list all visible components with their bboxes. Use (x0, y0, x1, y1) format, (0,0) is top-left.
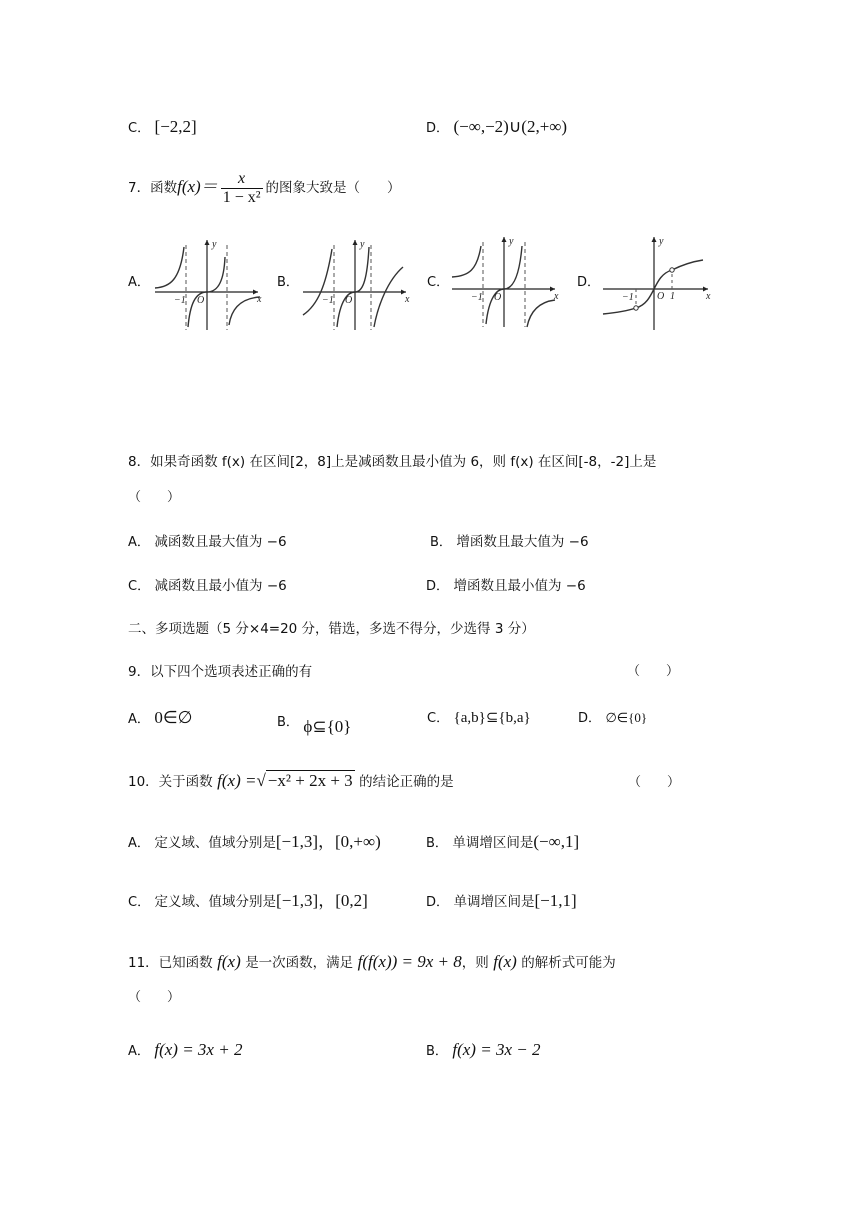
option-label: B． (430, 535, 452, 550)
q9-option-b (277, 711, 352, 736)
option-label: D． (426, 579, 450, 594)
q8-stem: 8．如果奇函数 f(x) 在区间[2，8]上是减函数且最小值为 6，则 f(x) 在区间[-8，-2]上是 (128, 454, 657, 470)
prev-option-d (426, 117, 567, 139)
q11-text-d: 的解析式可能为 (521, 955, 616, 971)
q10-stem-suffix: 的结论正确的是 (359, 774, 454, 790)
graph-a (150, 235, 270, 335)
q7-stem-prefix: 函数 (150, 180, 178, 196)
option-math: [−1,3]，[0,2] (276, 891, 368, 910)
tick-neg1: −1 (622, 292, 634, 303)
option-math: ∅∈{0} (605, 710, 648, 725)
option-label: C． (128, 121, 151, 136)
axis-y-label: y (360, 239, 365, 250)
option-text: 单调增区间是 (452, 835, 534, 851)
q10-stem-prefix: 10．关于函数 (128, 774, 213, 790)
q10-option-d (426, 891, 577, 913)
q10-paren: （ ） (628, 775, 681, 790)
option-label: A． (128, 275, 150, 290)
option-text: 定义域、值域分别是 (154, 894, 277, 910)
option-label: B． (277, 275, 299, 290)
prev-option-c (128, 117, 197, 139)
option-math: [−1,3]，[0,+∞) (275, 832, 381, 851)
axis-y-label: y (509, 236, 514, 247)
option-text: 减函数且最小值为 −6 (154, 578, 287, 594)
option-label: D． (578, 711, 602, 726)
q7-stem-suffix: 的图象大致是（ ） (265, 180, 401, 196)
sqrt-sign: √ (256, 771, 266, 790)
tick-origin: O (345, 295, 353, 306)
q7-number: 7． (128, 180, 151, 196)
option-label: C． (128, 579, 151, 594)
axis-x-label: x (405, 294, 410, 305)
option-label: D． (577, 275, 601, 290)
axis-x-label: x (554, 291, 559, 302)
option-text: 减函数且最大值为 −6 (154, 534, 287, 550)
option-label: A． (128, 712, 150, 727)
section-heading: 二、多项选题（5 分×4=20 分，错选，多选不得分，少选得 3 分） (128, 621, 535, 637)
q11-option-a (128, 1040, 242, 1062)
tick-one: 1 (670, 291, 675, 302)
q10-option-a (128, 832, 381, 854)
q10-radicand: −x² + 2x + 3 (267, 771, 353, 790)
axis-x-label: x (706, 291, 711, 302)
option-label: B． (277, 715, 299, 730)
q11-text-b: 是一次函数，满足 (245, 955, 354, 971)
axis-y-label: y (212, 239, 217, 250)
option-math: [−1,1] (534, 891, 577, 910)
q7-frac-num: x (221, 170, 263, 189)
q8-option-b (430, 532, 589, 553)
q9-option-a (128, 708, 192, 730)
q10-func: f(x) = (217, 771, 257, 790)
q11-equation: f(f(x)) = 9x + 8 (357, 952, 462, 971)
graph-d (598, 232, 718, 332)
q11-text-a: 11．已知函数 (128, 955, 213, 971)
q8-option-a (128, 532, 287, 553)
option-label: B． (426, 1044, 448, 1059)
tick-neg1: −1 (174, 295, 186, 306)
option-text: 定义域、值域分别是 (154, 835, 276, 851)
q9-paren: （ ） (627, 664, 680, 679)
tick-origin: O (494, 292, 502, 303)
q11-paren: （ ） (128, 990, 181, 1005)
q11-text-c: ，则 (461, 955, 489, 971)
option-label: A． (128, 1044, 150, 1059)
q7-option-d-label (577, 272, 600, 293)
tick-origin: O (657, 291, 665, 302)
graph-b (298, 235, 418, 335)
option-math: (−∞,1] (533, 832, 580, 851)
option-label: A． (128, 535, 150, 550)
q9-stem: 9．以下四个选项表述正确的有 (128, 664, 313, 680)
option-label: C． (128, 895, 151, 910)
q11-func-2: f(x) (493, 952, 517, 971)
option-math: f(x) = 3x − 2 (452, 1040, 541, 1059)
q7-func-name: f(x)＝ (177, 177, 218, 196)
tick-neg1: −1 (322, 295, 334, 306)
q7-frac-den: 1 − x² (222, 188, 261, 206)
option-math: f(x) = 3x + 2 (154, 1040, 243, 1059)
q7-option-a-label (128, 272, 150, 293)
option-math: 0∈∅ (154, 708, 193, 727)
axis-x-label: x (257, 294, 262, 305)
q11-func: f(x) (217, 952, 241, 971)
option-math: {a,b}⊆{b,a} (453, 710, 531, 726)
tick-origin: O (197, 295, 205, 306)
q11-stem (128, 952, 616, 973)
q8-option-c (128, 576, 287, 597)
q7-option-b-label (277, 272, 299, 293)
option-label: D． (426, 121, 450, 136)
option-text: 增函数且最大值为 −6 (456, 534, 589, 550)
q7-option-c-label (427, 272, 449, 293)
option-label: D． (426, 895, 450, 910)
option-label: C． (427, 275, 450, 290)
q9-option-c (427, 708, 531, 729)
q10-stem (128, 771, 454, 792)
graph-c (447, 232, 567, 332)
option-label: A． (128, 836, 150, 851)
option-label: B． (426, 836, 448, 851)
q9-option-d (578, 708, 647, 729)
option-math: (−∞,−2)∪(2,+∞) (453, 117, 568, 136)
q7-fraction (221, 170, 263, 207)
q8-option-d (426, 576, 586, 597)
q10-option-c (128, 891, 368, 913)
option-math: ϕ⊆{0} (303, 717, 352, 736)
option-label: C． (427, 711, 450, 726)
q10-option-b (426, 832, 579, 854)
axis-y-label: y (659, 236, 664, 247)
tick-neg1: −1 (471, 292, 483, 303)
option-math: [−2,2] (154, 117, 197, 136)
option-text: 单调增区间是 (453, 894, 535, 910)
q11-option-b (426, 1040, 540, 1062)
q8-paren: （ ） (128, 490, 181, 505)
option-text: 增函数且最小值为 −6 (453, 578, 586, 594)
q7-stem (128, 168, 401, 207)
